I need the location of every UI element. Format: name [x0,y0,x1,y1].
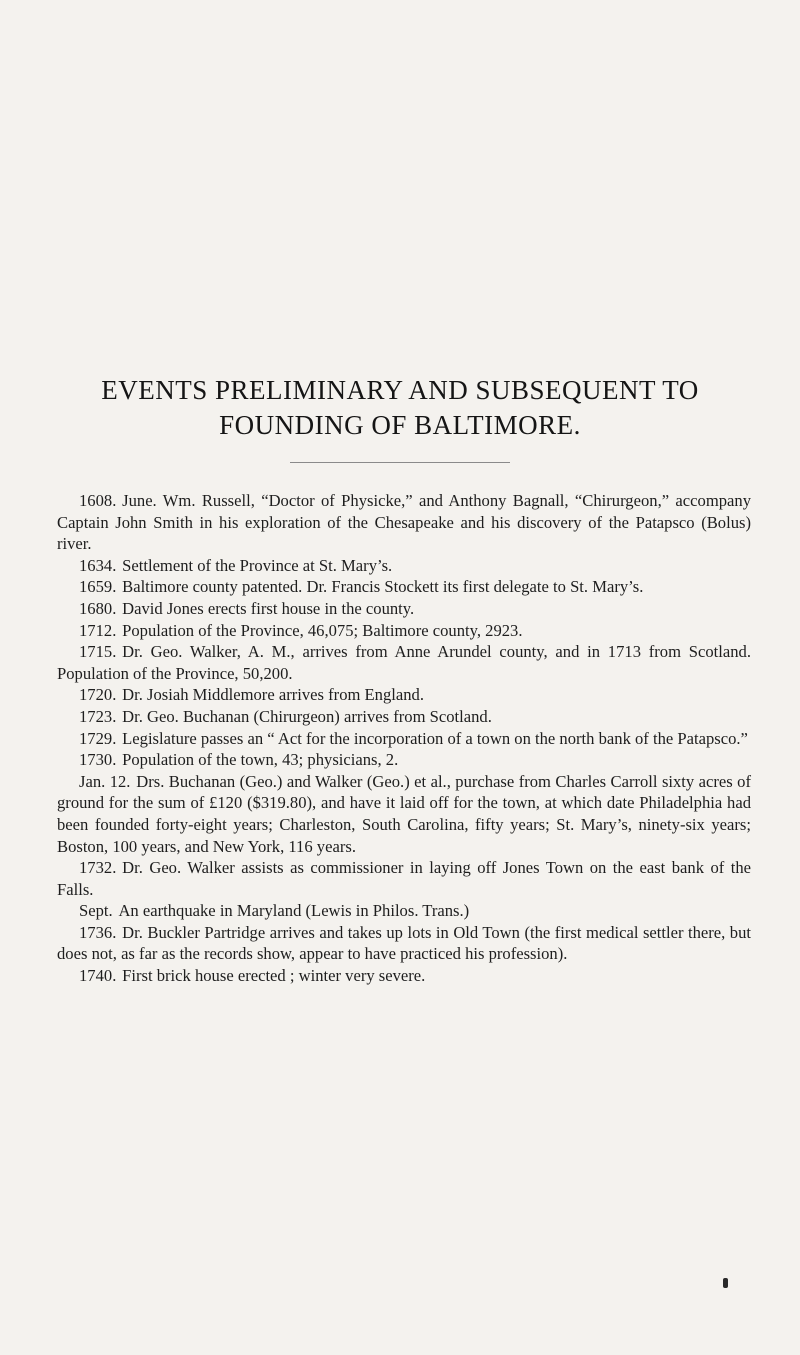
chronology-entry [57,490,751,555]
chronology-entry [57,922,751,965]
chronology-entry [57,576,751,598]
chronology-entry [57,641,751,684]
entry-text: Population of the town, 43; physicians, 2. [122,750,399,770]
entry-text: June. Wm. Russell, “Doctor of Physicke,” and Anthony Bagnall, “Chirurgeon,” accompany Captain John Smith in his exploration of the Chesapeake and his discovery of the Patapsco (Bolus) river. [57,491,751,554]
page-title [40,373,760,443]
entry-date: 1715. [79,642,117,662]
chronology-entry [57,555,751,577]
entry-text: Dr. Josiah Middlemore arrives from England. [122,685,424,705]
chronology-entry [57,620,751,642]
chronology-entry [57,749,751,771]
entry-text: Dr. Geo. Buchanan (Chirurgeon) arrives from Scotland. [122,706,492,726]
entry-date: 1720. [79,685,117,705]
chronology-entry [57,965,751,987]
entry-text: Population of the Province, 46,075; Baltimore county, 2923. [122,620,523,640]
entry-date: Sept. [79,901,113,921]
entry-date: 1680. [79,598,117,618]
entry-text: Baltimore county patented. Dr. Francis Stockett its first delegate to St. Mary’s. [122,577,644,597]
entry-date: 1659. [79,577,117,597]
entry-text: Settlement of the Province at St. Mary’s. [122,555,393,575]
entry-date: 1736. [79,922,117,942]
title-divider [290,462,510,463]
entry-date: 1723. [79,706,117,726]
entry-date: 1730. [79,750,117,770]
title-line-2: FOUNDING OF BALTIMORE. [219,410,581,440]
chronology-entry [57,728,751,750]
entry-text: Drs. Buchanan (Geo.) and Walker (Geo.) et al., purchase from Charles Carroll sixty acres of ground for the sum of £120 ($319.80), and have it laid off for the town, at which date Philadelphia had been founded forty-eight years; Charleston, South Carolina, fifty years; St. Mary’s, ninety-six years; Boston, 100 years, and New York, 116 years. [57,771,751,856]
entry-text: First brick house erected ; winter very severe. [122,966,426,986]
title-line-1: EVENTS PRELIMINARY AND SUBSEQUENT TO [101,375,699,405]
entry-text: David Jones erects first house in the county. [122,598,415,618]
chronology-entry [57,706,751,728]
entry-date: 1712. [79,620,117,640]
entry-text: Legislature passes an “ Act for the incorporation of a town on the north bank of the Patapsco.” [122,728,748,748]
entry-date: 1608. [79,491,117,510]
entry-text: An earthquake in Maryland (Lewis in Philos. Trans.) [118,901,470,921]
chronology-entry [57,684,751,706]
entry-date: 1634. [79,555,117,575]
chronology-entry [57,900,751,922]
entry-text: Dr. Buckler Partridge arrives and takes up lots in Old Town (the first medical settler there, but does not, as far as the records show, appear to have practiced his profession). [57,922,751,964]
chronology-list [57,490,751,987]
entry-text: Dr. Geo. Walker assists as commissioner in laying off Jones Town on the east bank of the Falls. [57,858,751,899]
chronology-entry [57,598,751,620]
entry-text: Dr. Geo. Walker, A. M., arrives from Anne Arundel county, and in 1713 from Scotland. Population of the Province, 50,200. [57,642,751,683]
entry-date: 1732. [79,858,117,878]
chronology-entry [57,857,751,900]
entry-date: Jan. 12. [79,771,131,791]
entry-date: 1740. [79,966,117,986]
page-mark [723,1278,728,1288]
chronology-entry [57,771,751,857]
entry-date: 1729. [79,728,117,748]
